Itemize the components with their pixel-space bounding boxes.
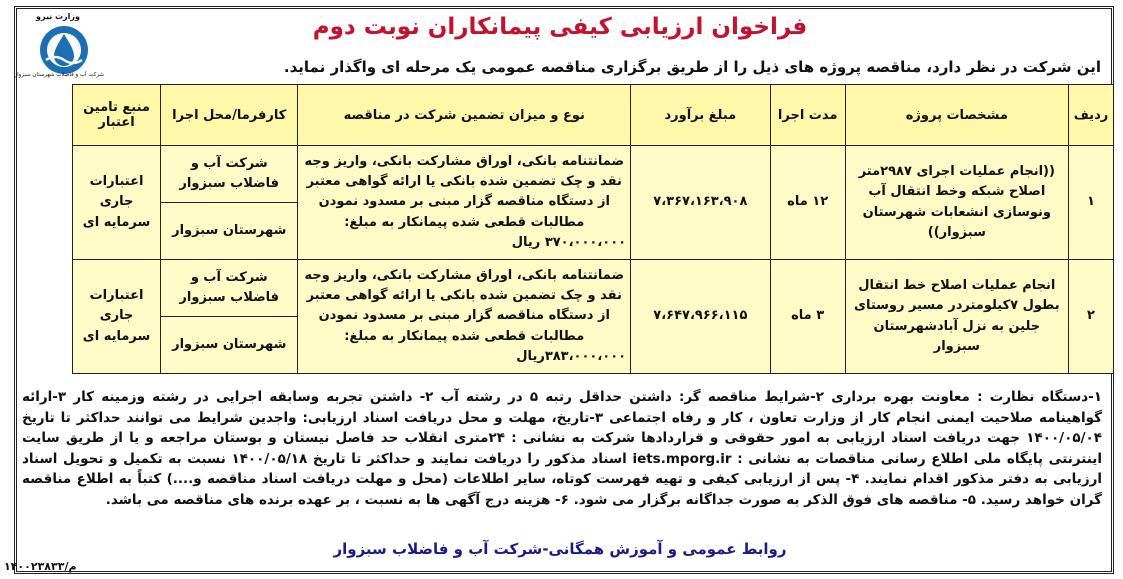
projects-table xyxy=(72,84,1114,374)
table-header-row xyxy=(73,85,1114,146)
header-funding: منبع تامین اعتبار xyxy=(73,85,161,146)
project-duration: ۱۲ ماه xyxy=(770,146,845,260)
project-guarantee: ضمانتنامه بانکی، اوراق مشارکت بانکی، واریز وجه نقد و چک تضمین شده بانکی یا ارائه گواهی معتبر از دستگاه مناقصه گزار مبنی بر مسدود نمودن مطالبات قطعی شده پیمانکار به مبلغ: ۳۸۳،۰۰۰،۰۰۰ریال xyxy=(298,260,631,374)
project-employer: شرکت آب و فاضلاب سبزوار xyxy=(161,146,298,203)
notice-intro: این شرکت در نظر دارد، مناقصه پروژه های ذیل را از طریق برگزاری مناقصه عمومی یک مرحله ای واگذار نماید. xyxy=(283,58,1101,76)
header-row-number: ردیف xyxy=(1068,85,1113,146)
header-duration: مدت اجرا xyxy=(770,85,845,146)
project-place: شهرستان سبزوار xyxy=(161,317,298,374)
project-funding: اعتبارات جاری سرمایه ای xyxy=(73,260,161,374)
project-description: ((انجام عملیات اجرای ۲۹۸۷متر اصلاح شبکه وخط انتقال آب ونوسازی انشعابات شهرستان سبزوار)) xyxy=(845,146,1068,260)
table-row xyxy=(73,146,1114,203)
header-project: مشخصات پروژه xyxy=(845,85,1068,146)
row-number: ۱ xyxy=(1068,146,1113,260)
project-place: شهرستان سبزوار xyxy=(161,203,298,260)
conditions-text-continued: اسناد مذکور را دریافت نمایند و حداکثر تا تاریخ ۱۴۰۰/۰۵/۱۸ نسبت به تکمیل و تحویل اسناد ارزیابی به دفتر مذکور اقدام نمایند. ۴- پس از ارزیابی کیفی و تهیه فهرست کوتاه، سایر اطلاعات (محل و مهلت دریافت اسناد مناقصه و....) کتباً به اطلاع مناقصه گران خواهد رسید. ۵- مناقصه های فوق الذکر به صورت جداگانه برگزار می شود. ۶- هزینه درج آگهی ها به نسبت ، بر عهده برنده های مناقصه می باشد. xyxy=(22,450,1102,508)
project-estimate: ۷،۳۶۷،۱۶۳،۹۰۸ xyxy=(631,146,771,260)
project-guarantee: ضمانتنامه بانکی، اوراق مشارکت بانکی، واریز وجه نقد و چک تضمین شده بانکی یا ارائه گواهی معتبر از دستگاه مناقصه گزار مبنی بر مسدود نمودن مطالبات قطعی شده پیمانکار به مبلغ: ۳۷۰،۰۰۰،۰۰۰ ریال xyxy=(298,146,631,260)
water-company-logo xyxy=(14,12,104,84)
header-estimate: مبلغ برآورد xyxy=(631,85,771,146)
header-guarantee: نوع و میزان تضمین شرکت در مناقصه xyxy=(298,85,631,146)
table-row xyxy=(73,260,1114,317)
notice-title: فراخوان ارزیابی کیفی پیمانکاران نوبت دوم xyxy=(312,14,808,40)
project-employer: شرکت آب و فاضلاب سبزوار xyxy=(161,260,298,317)
header-employer: کارفرما/محل اجرا xyxy=(161,85,298,146)
project-estimate: ۷،۶۴۷،۹۶۶،۱۱۵ xyxy=(631,260,771,374)
website-address: iets.mporg.ir xyxy=(632,450,732,467)
project-funding: اعتبارات جاری سرمایه ای xyxy=(73,146,161,260)
public-relations-footer: روابط عمومی و آموزش همگانی-شرکت آب و فاضلاب سبزوار xyxy=(333,540,787,558)
water-drop-icon xyxy=(14,20,104,80)
notice-code: م/۱۴۰۰۲۳۸۳۳ xyxy=(4,560,77,573)
notice-conditions xyxy=(22,387,1102,510)
project-duration: ۳ ماه xyxy=(770,260,845,374)
org-name-small: شرکت آب و فاضلاب شهرستان سبزوار xyxy=(14,72,104,78)
ministry-label: وزارت نیرو xyxy=(36,12,80,21)
conditions-text: ۱-دستگاه نظارت : معاونت بهره برداری ۲-شرایط مناقصه گر: داشتن حداقل رتبه ۵ در رشته آب ۲- داشتن تجربه وسابقه اجرایی در رشته وزمینه کار ۳-ارائه گواهینامه صلاحیت ایمنی انجام کار از وزارت تعاون ، کار و رفاه اجتماعی ۳-تاریخ، مهلت و محل دریافت اسناد ارزیابی: واجدین شرایط می توانند حداکثر تا تاریخ ۱۴۰۰/۰۵/۰۴ جهت دریافت اسناد ارزیابی به امور حقوقی و قراردادها شرکت به نشانی : ۲۴متری انقلاب حد فاصل نیستان و بوستان مراجعه و یا از طریق سایت اینترنتی پایگاه ملی اطلاع رسانی مناقصات به نشانی : xyxy=(22,389,1102,467)
row-number: ۲ xyxy=(1068,260,1113,374)
project-description: انجام عملیات اصلاح خط انتقال بطول ۷کیلومتردر مسیر روستای جلین به نزل آبادشهرستان سبزوار xyxy=(845,260,1068,374)
